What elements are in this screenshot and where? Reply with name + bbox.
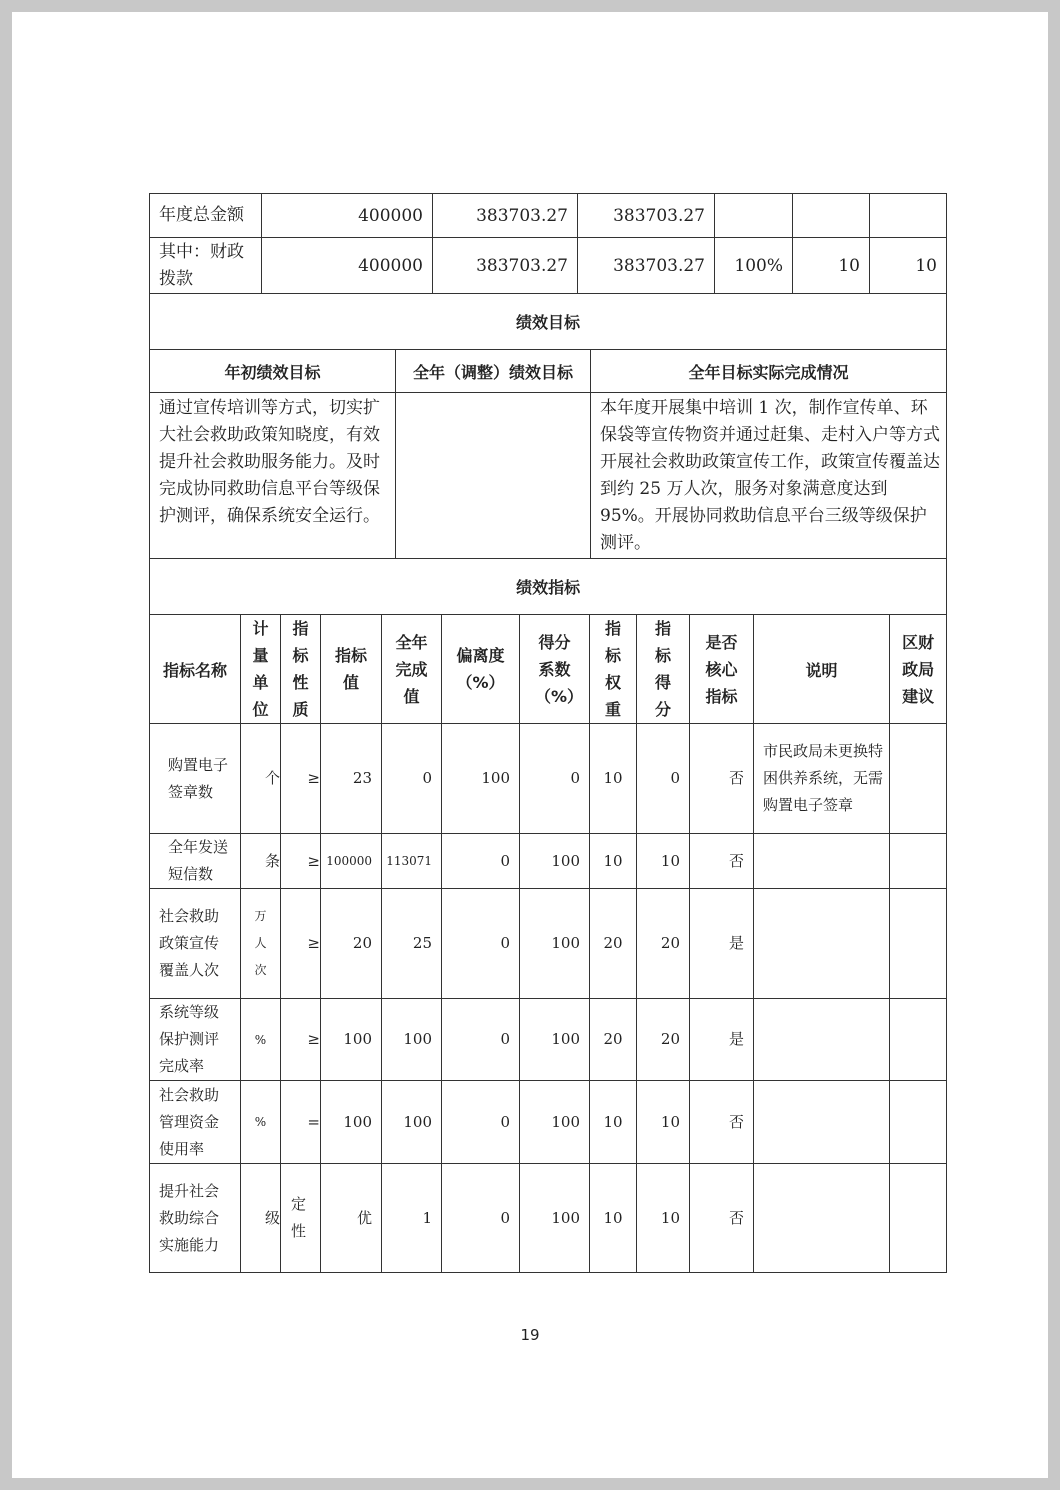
indicator-note <box>754 999 890 1081</box>
goals-actual-text: 本年度开展集中培训 1 次，制作宣传单、环保袋等宣传物资并通过赶集、走村入户等方式开展社会救助政策宣传工作，政策宣传覆盖达到约 25 万人次，服务对象满意度达到 95%。开展协同救助信息平台三级等级保护测评。 <box>591 393 947 559</box>
indicator-weight: 10 <box>590 724 637 834</box>
indicator-unit: 万人次 <box>241 889 281 999</box>
col-header-deviation: 偏离度（%） <box>442 615 520 724</box>
indicator-deviation: 0 <box>442 999 520 1081</box>
indicator-advice <box>890 724 947 834</box>
indicator-name: 社会救助政策宣传覆盖人次 <box>150 889 241 999</box>
indicator-unit: 个 <box>241 724 281 834</box>
indicator-core: 否 <box>690 724 754 834</box>
indicator-deviation: 100 <box>442 724 520 834</box>
col-header-note: 说明 <box>754 615 890 724</box>
indicator-score: 10 <box>637 834 690 889</box>
col-header-score: 指标得分 <box>637 615 690 724</box>
indicator-nature: ≥ <box>281 834 321 889</box>
indicator-nature: = <box>281 1081 321 1164</box>
col-header-advice: 区财政局建议 <box>890 615 947 724</box>
indicator-advice <box>890 834 947 889</box>
table-row <box>150 1081 947 1164</box>
budget-annual: 400000 <box>262 194 433 238</box>
col-header-coef: 得分系数（%） <box>520 615 590 724</box>
indicator-weight: 20 <box>590 999 637 1081</box>
indicator-actual: 0 <box>382 724 442 834</box>
budget-executed: 383703.27 <box>578 194 715 238</box>
indicator-weight: 20 <box>590 889 637 999</box>
indicator-score: 20 <box>637 889 690 999</box>
indicator-unit: 条 <box>241 834 281 889</box>
indicator-actual: 1 <box>382 1164 442 1273</box>
indicator-note <box>754 1081 890 1164</box>
indicator-score: 0 <box>637 724 690 834</box>
indicator-weight: 10 <box>590 834 637 889</box>
indicator-unit: 级 <box>241 1164 281 1273</box>
goals-initial-text: 通过宣传培训等方式，切实扩大社会救助政策知晓度，有效提升社会救助服务能力。及时完成协同救助信息平台等级保护测评，确保系统安全运行。 <box>150 393 396 559</box>
table-row <box>150 724 947 834</box>
col-header-target: 指标值 <box>321 615 382 724</box>
indicator-coef: 100 <box>520 1164 590 1273</box>
goals-header-adjusted: 全年（调整）绩效目标 <box>396 350 591 393</box>
indicator-advice <box>890 1164 947 1273</box>
indicators-table <box>149 558 947 1273</box>
budget-label: 年度总金额 <box>150 194 262 238</box>
indicator-actual: 25 <box>382 889 442 999</box>
indicator-advice <box>890 1081 947 1164</box>
indicator-advice <box>890 999 947 1081</box>
indicator-unit: % <box>241 1081 281 1164</box>
indicator-deviation: 0 <box>442 889 520 999</box>
budget-adjusted: 383703.27 <box>433 194 578 238</box>
budget-weight <box>793 194 870 238</box>
goals-section-title: 绩效目标 <box>150 294 947 350</box>
indicators-section-title: 绩效指标 <box>150 559 947 615</box>
indicator-actual: 113071 <box>382 834 442 889</box>
indicator-core: 否 <box>690 1164 754 1273</box>
col-header-actual: 全年完成值 <box>382 615 442 724</box>
indicator-actual: 100 <box>382 999 442 1081</box>
budget-executed: 383703.27 <box>578 238 715 294</box>
budget-table <box>149 193 947 294</box>
indicator-nature: 定性 <box>281 1164 321 1273</box>
table-row <box>150 999 947 1081</box>
col-header-core: 是否核心指标 <box>690 615 754 724</box>
indicator-name: 购置电子签章数 <box>150 724 241 834</box>
indicator-target: 100 <box>321 1081 382 1164</box>
indicator-deviation: 0 <box>442 1081 520 1164</box>
col-header-weight: 指标权重 <box>590 615 637 724</box>
indicator-name: 社会救助管理资金使用率 <box>150 1081 241 1164</box>
indicator-name: 系统等级保护测评完成率 <box>150 999 241 1081</box>
budget-label: 其中：财政拨款 <box>150 238 262 294</box>
indicator-deviation: 0 <box>442 1164 520 1273</box>
indicator-nature: ≥ <box>281 999 321 1081</box>
budget-score <box>870 194 947 238</box>
indicator-name: 全年发送短信数 <box>150 834 241 889</box>
indicator-note <box>754 1164 890 1273</box>
indicator-coef: 100 <box>520 889 590 999</box>
indicator-note <box>754 834 890 889</box>
page-number: 19 <box>520 1326 540 1344</box>
col-header-nature: 指标性质 <box>281 615 321 724</box>
indicator-nature: ≥ <box>281 724 321 834</box>
indicator-target: 100000 <box>321 834 382 889</box>
table-row <box>150 889 947 999</box>
indicator-unit: % <box>241 999 281 1081</box>
document-page <box>12 12 1048 1478</box>
indicator-core: 否 <box>690 834 754 889</box>
table-row <box>150 1164 947 1273</box>
indicator-score: 10 <box>637 1164 690 1273</box>
indicator-nature: ≥ <box>281 889 321 999</box>
indicator-actual: 100 <box>382 1081 442 1164</box>
budget-row <box>150 194 947 238</box>
goals-adjusted-text <box>396 393 591 559</box>
goals-table <box>149 293 947 559</box>
goals-header-actual: 全年目标实际完成情况 <box>591 350 947 393</box>
indicator-deviation: 0 <box>442 834 520 889</box>
goals-header-initial: 年初绩效目标 <box>150 350 396 393</box>
indicator-coef: 0 <box>520 724 590 834</box>
budget-rate: 100% <box>715 238 793 294</box>
indicator-weight: 10 <box>590 1164 637 1273</box>
indicator-core: 是 <box>690 999 754 1081</box>
budget-weight: 10 <box>793 238 870 294</box>
col-header-unit: 计量单位 <box>241 615 281 724</box>
indicator-target: 23 <box>321 724 382 834</box>
indicator-coef: 100 <box>520 999 590 1081</box>
col-header-name: 指标名称 <box>150 615 241 724</box>
indicator-target: 优 <box>321 1164 382 1273</box>
budget-adjusted: 383703.27 <box>433 238 578 294</box>
indicator-note <box>754 889 890 999</box>
indicator-coef: 100 <box>520 834 590 889</box>
indicator-note: 市民政局未更换特困供养系统，无需购置电子签章 <box>754 724 890 834</box>
budget-row <box>150 238 947 294</box>
indicator-coef: 100 <box>520 1081 590 1164</box>
indicator-target: 20 <box>321 889 382 999</box>
indicator-core: 是 <box>690 889 754 999</box>
indicator-advice <box>890 889 947 999</box>
budget-rate <box>715 194 793 238</box>
indicator-target: 100 <box>321 999 382 1081</box>
budget-annual: 400000 <box>262 238 433 294</box>
indicator-score: 20 <box>637 999 690 1081</box>
indicator-score: 10 <box>637 1081 690 1164</box>
budget-score: 10 <box>870 238 947 294</box>
indicators-header-row <box>150 615 947 724</box>
indicator-core: 否 <box>690 1081 754 1164</box>
indicator-name: 提升社会救助综合实施能力 <box>150 1164 241 1273</box>
indicator-weight: 10 <box>590 1081 637 1164</box>
table-row <box>150 834 947 889</box>
